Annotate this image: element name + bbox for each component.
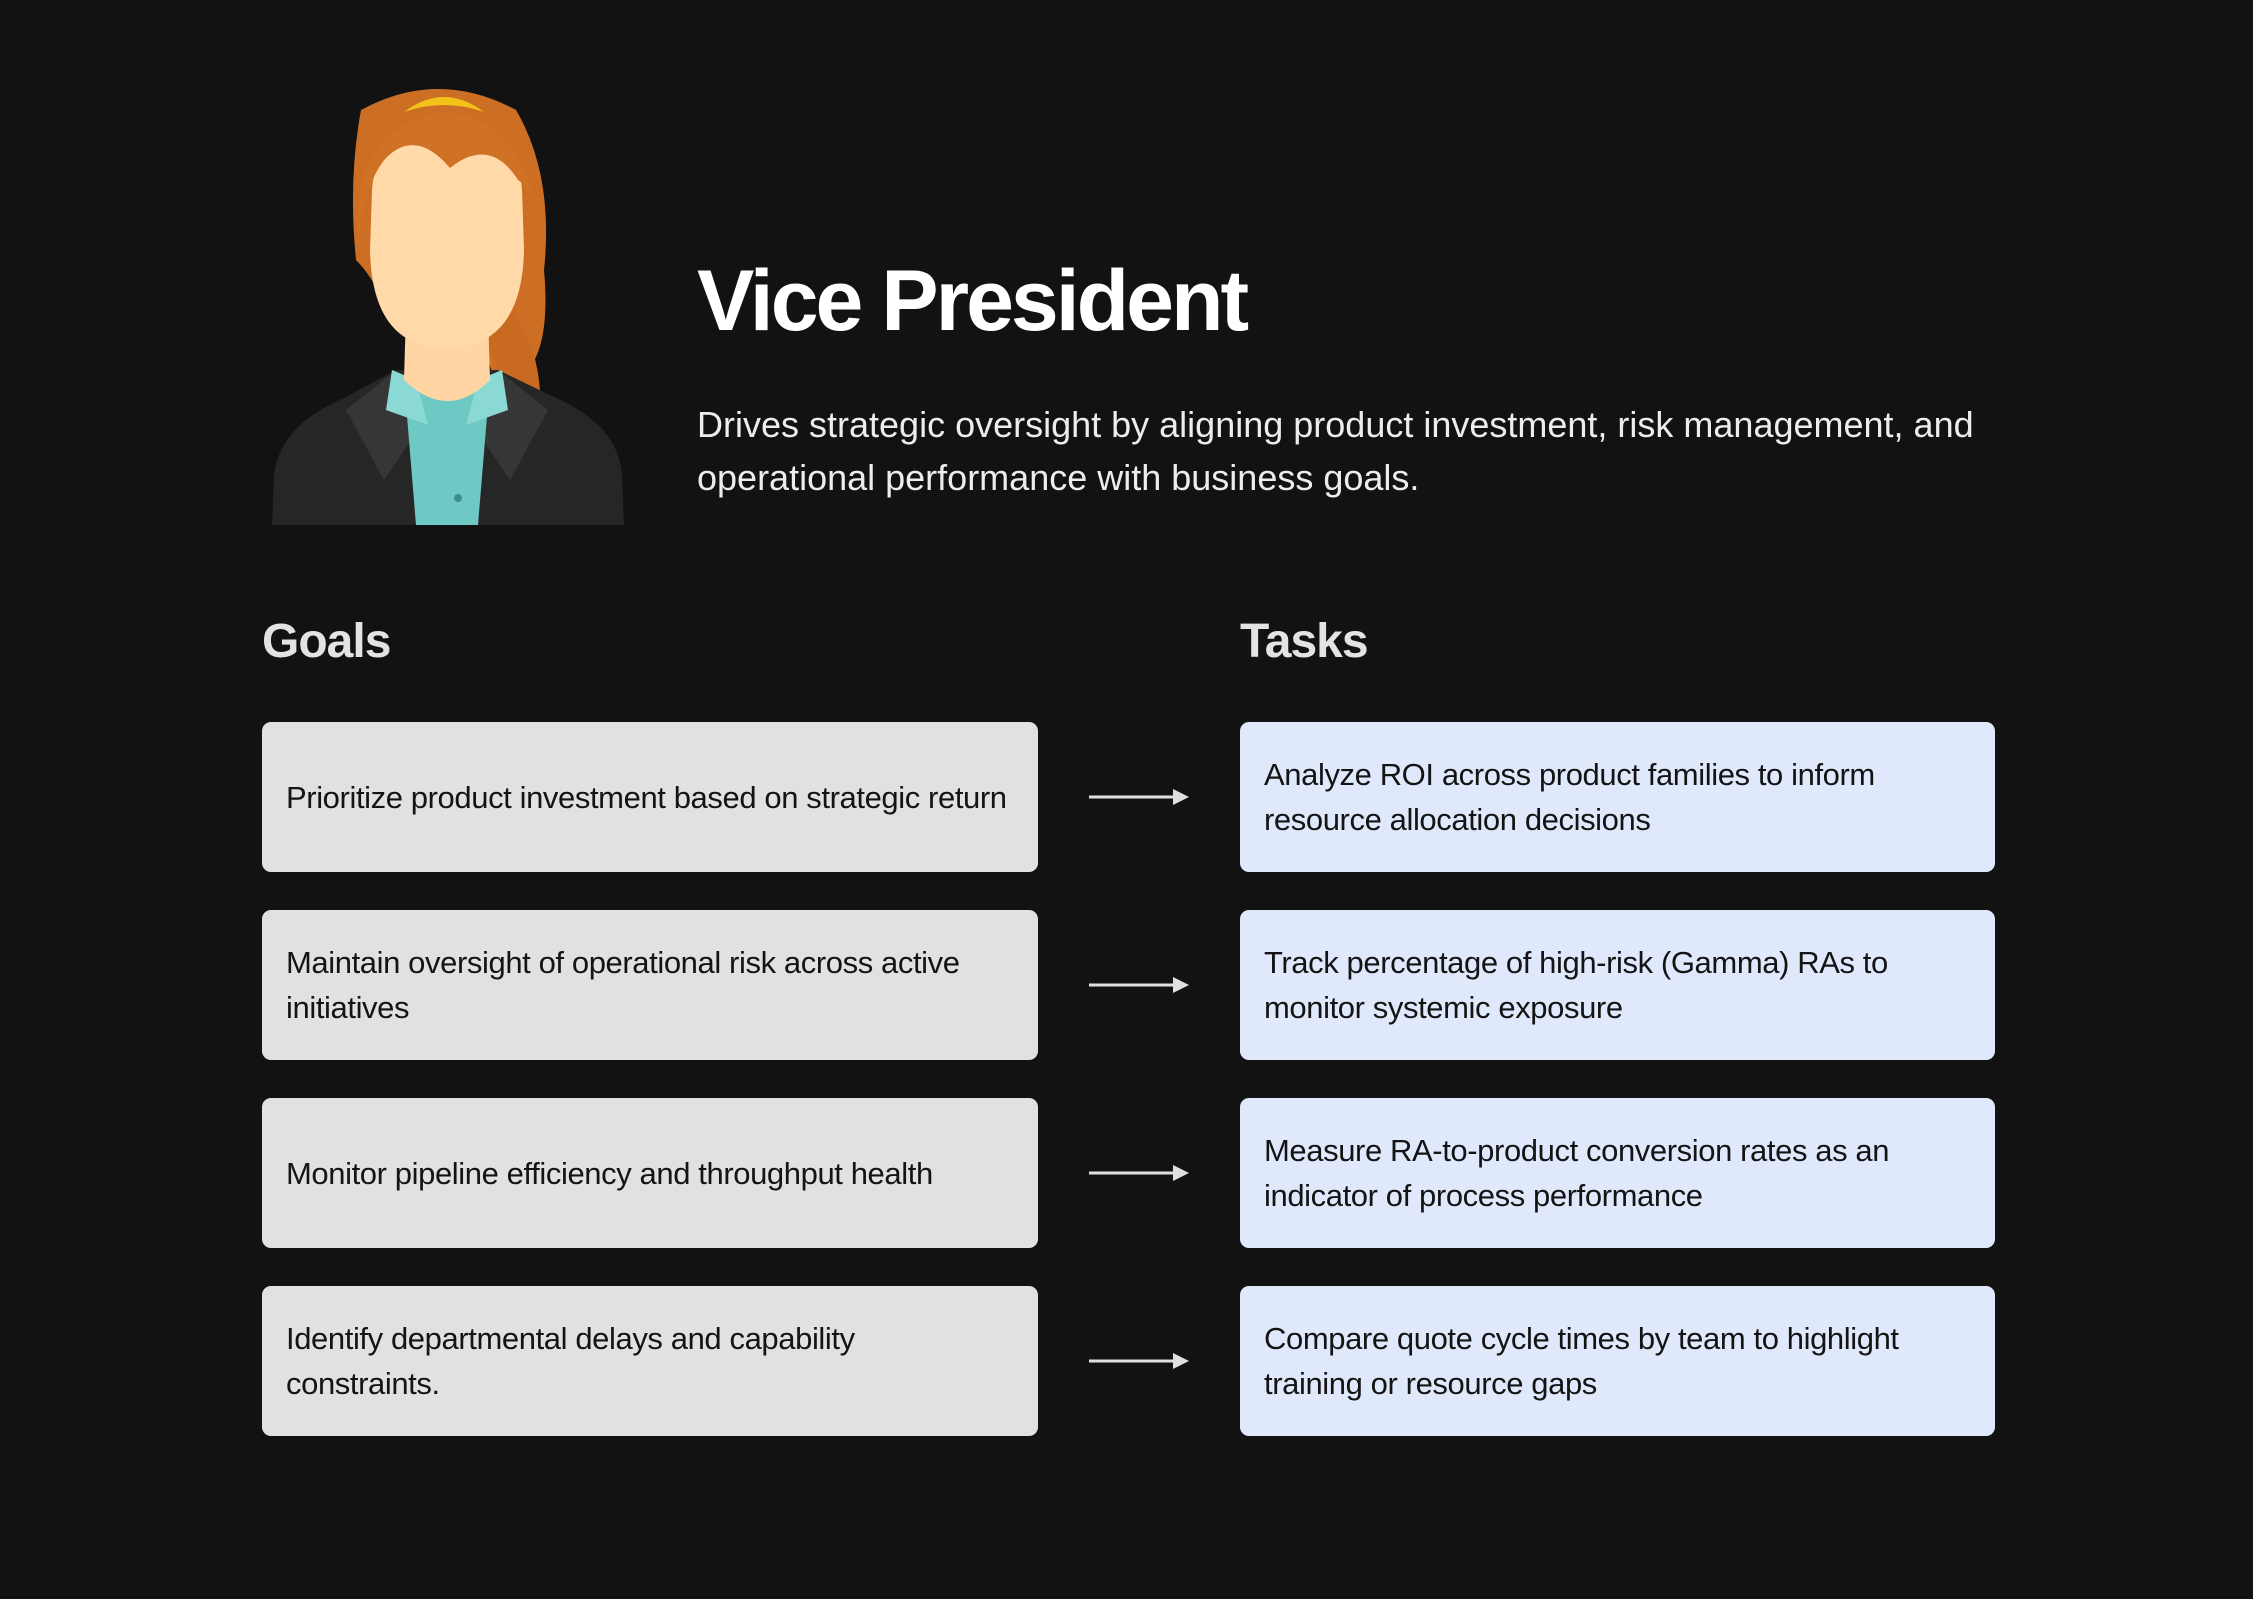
goal-card <box>262 1098 1038 1248</box>
task-card <box>1240 722 1995 872</box>
goals-heading: Goals <box>262 615 391 668</box>
businesswoman-avatar-icon <box>266 80 626 525</box>
goal-task-row <box>262 910 1995 1060</box>
goal-task-row <box>262 1286 1995 1436</box>
persona-avatar <box>266 80 626 525</box>
arrow-right-icon <box>1089 974 1189 996</box>
goal-task-list <box>262 722 1995 1474</box>
goal-text: Maintain oversight of operational risk across active initiatives <box>286 945 960 1025</box>
goal-text: Monitor pipeline efficiency and throughput health <box>286 1155 933 1191</box>
task-text: Analyze ROI across product families to inform resource allocation decisions <box>1264 757 1875 837</box>
task-text: Measure RA-to-product conversion rates as an indicator of process performance <box>1264 1133 1890 1213</box>
arrow-right-icon <box>1089 786 1189 808</box>
persona-description: Drives strategic oversight by aligning product investment, risk management, and operational performance with business goals. <box>697 404 1974 498</box>
arrow-right-icon <box>1089 1350 1189 1372</box>
task-text: Track percentage of high-risk (Gamma) RAs to monitor systemic exposure <box>1264 945 1888 1025</box>
tasks-heading: Tasks <box>1240 615 1368 668</box>
goal-text: Prioritize product investment based on strategic return <box>286 779 1007 815</box>
task-card <box>1240 1098 1995 1248</box>
task-card <box>1240 1286 1995 1436</box>
goal-card <box>262 722 1038 872</box>
persona-title: Vice President <box>697 253 1247 349</box>
goal-card <box>262 1286 1038 1436</box>
goal-task-row <box>262 1098 1995 1248</box>
arrow-right-icon <box>1089 1162 1189 1184</box>
task-card <box>1240 910 1995 1060</box>
goal-text: Identify departmental delays and capability constraints. <box>286 1321 855 1401</box>
task-text: Compare quote cycle times by team to highlight training or resource gaps <box>1264 1321 1899 1401</box>
goal-card <box>262 910 1038 1060</box>
goal-task-row <box>262 722 1995 872</box>
